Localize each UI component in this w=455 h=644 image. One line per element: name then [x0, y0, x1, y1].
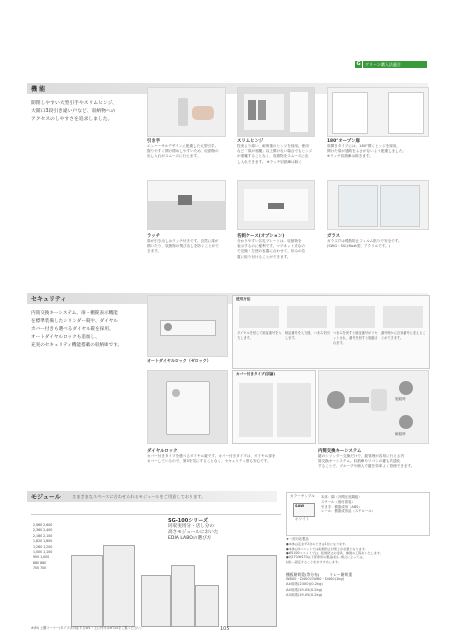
security-intro: 内筒交換キーシステム、扉・棚錠表示機能 を標準装備したシリンダー錠や、ダイヤル カバー付きも選べるダイヤル錠を採用。 オートダイヤルロックも追加し、 充実のセキュリティ機能搭載の収納庫です。 [31, 311, 123, 348]
load-capacity: 棚板耐荷重(等分布) トレー耐荷重 W800・D400のW80・D400(1kg) A4用紙(2300)(0.2kg) A4用紙/19.05(0.2kg) A3用紙/19.05(0.2kg) [286, 572, 353, 597]
module-footnote: ※(M) 上棚コーナー/タイプは対応するW1・上に付けはHT25をご覧ください。 [31, 626, 144, 630]
usage-panel [232, 295, 430, 369]
cylinder-key-photo [318, 370, 429, 444]
feature-latch-caption: ラッチ 扉が引き出しはラッチ付きです。自然に扉が 開いたり、収納物の飛び出しを防ぐことがで きます。 [147, 234, 219, 254]
module-notes: ★一部対応製品 ●本体は定まず2台のときは1台になります。 ●本体は4ユニットでは転倒防止対策上が必要となります。 ●W1000ユニットでは、転倒防止の金具、補強の工程をいたします。 ●同1T0/W1T0は下部専用の製品(前)…場合によっては、 (前)…固定することをおすすめします。 [286, 537, 383, 564]
module-title: モジュール [31, 494, 61, 501]
module-diagram: 2,960 2,600 2,360 2,400 2,160 2,100 1,820 1,800 1,260 1,200 1,000 1,100 900 1,000 880 880 700 700 [31, 514, 281, 625]
feature-glass-caption: ガラス ガラス戸は飛散防止フィルム貼りで安全です。 (SWG・SSはfloat型、アクリルです。) [327, 234, 402, 249]
cylinder-caption: 内筒交換キーシステム 鍵のシリンダー交換だけで、錠管理が容易に行える内 筒交換キーシステム。収納庫やワゴンの鍵も共通化 することで、グループや個人で鍵を効率よく管理できます。 [318, 449, 415, 469]
materials: 本体：鋼（冷間圧延鋼板） スチール（焼付塗装） 引き手：樹脂成形（ABS） レール：樹脂成形品（スチロール） [321, 495, 376, 514]
color-code: SAW [295, 504, 305, 508]
security-title: セキュリティ [31, 296, 67, 303]
feature-namecase-caption: 名刺ケース(オプション) 分かりやすい名札プレートは、収納物を 表示するのに便利です。マグネット式なの で完備・左使の容器に合わせて、好みの位 置に取り付けることができます。 [237, 234, 306, 259]
lock-status-locked: 施錠時 [395, 397, 406, 401]
green-badge: G [356, 61, 361, 67]
name-case-photo [237, 180, 315, 230]
features-intro: 開閉しやすい大型引手やスリムヒンジ、 大開口3段引き違い戸など、収納物への アクセスのしやすさを追求しました。 [31, 101, 117, 122]
color-name: ホワイト [295, 517, 310, 521]
usage-title: 使用方法 [236, 297, 251, 301]
dial-lock-photo [147, 370, 228, 444]
open-door-photo [327, 87, 429, 137]
usage-step-1: ダイヤルを回して暗証番号を入力します。 [237, 331, 282, 341]
green-tag: グリーン購入法適合 [363, 61, 427, 68]
module-center-box: SG-100シリーズ 同収実用分・店し分の 高さモジュールにおいた EDIA LABOの選び方 [168, 517, 240, 542]
usage-step-4: 番号時から自身番号に変えることができます。 [381, 331, 426, 341]
page-number: 105 [220, 626, 230, 632]
slim-hinge-photo [237, 87, 315, 137]
feature-hinge-caption: スリムヒンジ 従来より薄い、耐荷重のヒンジを採用。使用 など「扉が邪魔」以上開けない場合でもヒンジ が邪魔することなく、収納物をスムーズに出 し入れできます。 ※ラッチ収納庫は除く [237, 139, 313, 164]
module-series-code: SG-100シリーズ [168, 518, 208, 524]
color-sample-title: カラーサンプル [290, 494, 315, 498]
latch-photo [147, 180, 226, 230]
cover-type-panel [232, 370, 316, 444]
handle-photo [147, 87, 226, 137]
lock-status-unlocked: 解錠時 [395, 432, 406, 436]
dial-lock-caption: ダイヤルロック カバー付きタイプを選べるダイヤル錠です。カバー付きタイプは、ダイヤル部を カバーしているので、第3を気にすることなく、セキュリティ度も安心です。 [147, 449, 276, 464]
usage-step-2: 暗証番号を入力後、つまみを回します。 [285, 331, 330, 341]
color-sample-panel [286, 492, 430, 536]
cover-type-label: カバー付きタイプ(別論) [236, 372, 276, 376]
auto-dial-lock-photo [147, 295, 228, 357]
features-title: 機 能 [31, 86, 46, 93]
feature-180-caption: 180°オープン扉 扉開きタイプには、180°開くヒンジを採用。 開けた扉が通路をふさがないよう配慮しました。 ※ラッチ収納庫は除きます。 [327, 139, 407, 159]
auto-dial-lock-label: オートダイヤルロック（ゼロック） [147, 358, 211, 363]
usage-step-3: つまみを戻すと暗証番号がリセットされ、番号を回すと施錠されます。 [333, 331, 378, 346]
feature-handle-caption: 引き手 エンハーサルデザインに配慮した大型引手。 握りやすく開け閉めしやすいため、収納物の 出し入れがスムーズに行えます。 [147, 139, 219, 159]
glass-door-photo [327, 180, 429, 230]
module-intro: さまざまなスペースに合わせられるモジュールをご用意しております。 [72, 494, 206, 499]
